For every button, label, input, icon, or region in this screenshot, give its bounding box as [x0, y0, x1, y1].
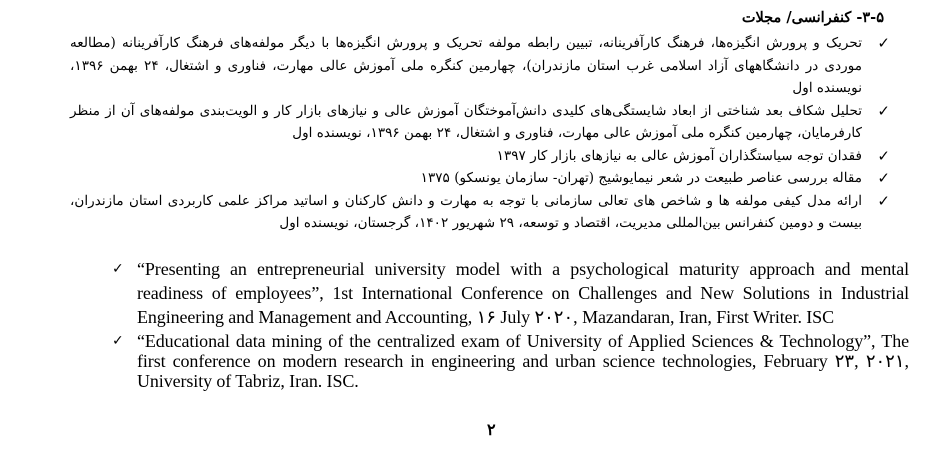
section-heading: ۳-۵- کنفرانسی/ مجلات: [741, 9, 884, 26]
list-item: [112, 257, 909, 329]
publication-text: تحریک و پرورش انگیزه‌ها، فرهنگ کارآفرینانه، تبیین رابطه مولفه تحریک و پرورش انگیزه‌ها با دیگر مولفه‌های فرهنگ کارآفرینانه (مطالعه موردی در دانشگاههای آزاد اسلامی غرب استان مازندران)، چهارمین کنگره ملی آموزش عالی مهارت، فناوری و اشتغال، ۲۴ بهمن ۱۳۹۶، نویسنده اول: [70, 35, 862, 96]
publication-text: “Educational data mining of the centralized exam of University of Applied Sciences & Technology”, The first conference on modern research in engineering and urban science technologies, February ۲۳, ۲۰۲۱, University of Tabriz, Iran. ISC.: [137, 331, 909, 391]
checkmark-icon: ✓: [877, 191, 890, 210]
list-item: [112, 331, 909, 391]
list-item: [70, 190, 890, 235]
page-number: ۲: [487, 420, 496, 439]
english-publication-list: [112, 257, 909, 391]
list-item: [70, 32, 890, 100]
list-item: [70, 167, 890, 190]
list-item: [70, 100, 890, 145]
publication-text: فقدان توجه سیاستگذاران آموزش عالی به نیازهای بازار کار ۱۳۹۷: [496, 147, 862, 164]
publication-text: تحلیل شکاف بعد شناختی از ابعاد شایستگی‌های کلیدی دانش‌آموختگان آموزش عالی و نیازهای بازار کار و الویت‌بندی مولفه‌های آن از منظر کارفرمایان، چهارمین کنگره ملی آموزش عالی مهارت، فناوری و اشتغال، ۲۴ بهمن ۱۳۹۶، نویسنده اول: [70, 102, 862, 141]
checkmark-icon: ✓: [877, 34, 890, 52]
checkmark-icon: ✓: [112, 261, 124, 277]
checkmark-icon: ✓: [877, 169, 890, 187]
persian-publication-list: [70, 32, 890, 235]
publication-text: ارائه مدل کیفی مولفه ها و شاخص های تعالی سازمانی با توجه به مهارت و دانش کارکنان و اساتید مراکز علمی کاربردی استان مازندران، بیست و دومین کنفرانس بین‌المللی مدیریت، اقتصاد و توسعه، ۲۹ شهریور ۱۴۰۲، گرجستان، نویسنده اول: [70, 192, 862, 231]
checkmark-icon: ✓: [877, 101, 890, 120]
checkmark-icon: ✓: [877, 146, 890, 165]
checkmark-icon: ✓: [112, 333, 124, 349]
list-item: [70, 145, 890, 168]
publication-text: “Presenting an entrepreneurial university model with a psychological maturity approach and mental readiness of employees”, 1st International Conference on Challenges and New Solutions in Industrial Engineering and Management and Accounting, ۱۶ July ۲۰۲۰, Mazandaran, Iran, First Writer. ISC: [137, 259, 909, 327]
publication-text: مقاله بررسی عناصر طبیعت در شعر نیمایوشیج (تهران- سازمان یونسکو) ۱۳۷۵: [420, 170, 862, 186]
